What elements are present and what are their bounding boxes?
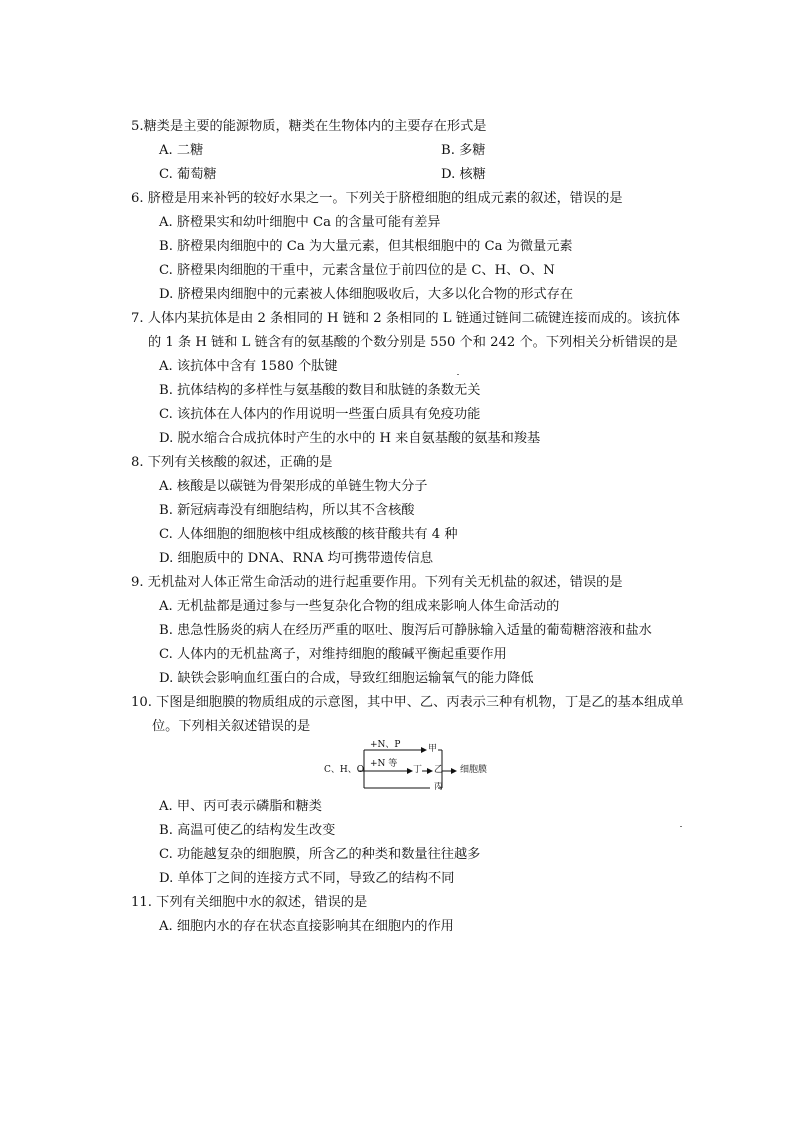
q7-option-c: C. 该抗体在人体内的作用说明一些蛋白质具有免疫功能 xyxy=(159,407,481,422)
q10-stem-line-1: 10. 下图是细胞膜的物质组成的示意图，其中甲、乙、丙表示三种有机物，丁是乙的基本组成单 xyxy=(131,695,684,710)
q8-option-c: C. 人体细胞的细胞核中组成核酸的核苷酸共有 4 种 xyxy=(159,527,458,542)
q10-option-a: A. 甲、丙可表示磷脂和糖类 xyxy=(159,799,322,814)
q6-option-c: C. 脐橙果肉细胞的干重中，元素含量位于前四位的是 C、H、O、N xyxy=(159,263,555,278)
diagram-bing-label: 丙 xyxy=(434,782,444,792)
q5-option-d: D. 核糖 xyxy=(441,167,486,182)
diagram-source-label: C、H、O xyxy=(324,765,365,775)
q11-option-a: A. 细胞内水的存在状态直接影响其在细胞内的作用 xyxy=(159,919,454,934)
q11-stem: 11. 下列有关细胞中水的叙述，错误的是 xyxy=(131,895,368,910)
scan-speck xyxy=(680,826,682,827)
q7-option-b: B. 抗体结构的多样性与氨基酸的数目和肽链的条数无关 xyxy=(159,383,481,398)
q6-option-d: D. 脐橙果肉细胞中的元素被人体细胞吸收后，大多以化合物的形式存在 xyxy=(159,287,574,302)
q8-option-a: A. 核酸是以碳链为骨架形成的单链生物大分子 xyxy=(159,479,428,494)
q5-option-b: B. 多糖 xyxy=(441,143,486,158)
q10-option-b: B. 高温可使乙的结构发生改变 xyxy=(159,823,336,838)
q7-option-a: A. 该抗体中含有 1580 个肽键 xyxy=(159,359,338,374)
q9-option-c: C. 人体内的无机盐离子，对维持细胞的酸碱平衡起重要作用 xyxy=(159,647,507,662)
q8-option-d: D. 细胞质中的 DNA、RNA 均可携带遗传信息 xyxy=(159,551,434,566)
q9-option-d: D. 缺铁会影响血红蛋白的合成，导致红细胞运输氧气的能力降低 xyxy=(159,671,534,686)
q9-option-b: B. 患急性肠炎的病人在经历严重的呕吐、腹泻后可静脉输入适量的葡萄糖溶液和盐水 xyxy=(159,623,652,638)
q5-stem: 5.糖类是主要的能源物质，糖类在生物体内的主要存在形式是 xyxy=(131,119,487,134)
q5-option-c: C. 葡萄糖 xyxy=(159,167,217,182)
diagram-n-label: +N 等 xyxy=(370,759,398,769)
q9-stem: 9. 无机盐对人体正常生命活动的进行起重要作用。下列有关无机盐的叙述，错误的是 xyxy=(131,575,623,590)
q8-stem: 8. 下列有关核酸的叙述，正确的是 xyxy=(131,455,333,470)
q7-option-d: D. 脱水缩合合成抗体时产生的水中的 H 来自氨基酸的氨基和羧基 xyxy=(159,431,541,446)
diagram-yi-label: 乙 xyxy=(434,765,444,775)
diagram-membrane-label: 细胞膜 xyxy=(460,765,488,775)
q8-option-b: B. 新冠病毒没有细胞结构，所以其不含核酸 xyxy=(159,503,415,518)
q10-stem-line-2: 位。下列相关叙述错误的是 xyxy=(152,719,311,734)
diagram-jia-label: 甲 xyxy=(428,744,438,754)
q6-option-b: B. 脐橙果肉细胞中的 Ca 为大量元素，但其根细胞中的 Ca 为微量元素 xyxy=(159,239,573,254)
q7-stem-line-2: 的 1 条 H 链和 L 链含有的氨基酸的个数分别是 550 个和 242 个。下列相关分析错误的是 xyxy=(148,335,678,350)
q10-option-c: C. 功能越复杂的细胞膜，所含乙的种类和数量往往越多 xyxy=(159,847,481,862)
q7-stem-line-1: 7. 人体内某抗体是由 2 条相同的 H 链和 2 条相同的 L 链通过链间二硫键连接而成的。该抗体 xyxy=(131,311,680,326)
q9-option-a: A. 无机盐都是通过参与一些复杂化合物的组成来影响人体生命活动的 xyxy=(159,599,560,614)
q10-option-d: D. 单体丁之间的连接方式不同，导致乙的结构不同 xyxy=(159,871,455,886)
q5-option-a: A. 二糖 xyxy=(159,143,204,158)
q6-option-a: A. 脐橙果实和幼叶细胞中 Ca 的含量可能有差异 xyxy=(159,215,441,230)
scan-speck xyxy=(457,374,459,375)
diagram-np-label: +N、P xyxy=(370,740,401,750)
q6-stem: 6. 脐橙是用来补钙的较好水果之一。下列关于脐橙细胞的组成元素的叙述，错误的是 xyxy=(131,191,623,206)
diagram-ding-label: 丁 xyxy=(413,765,423,775)
